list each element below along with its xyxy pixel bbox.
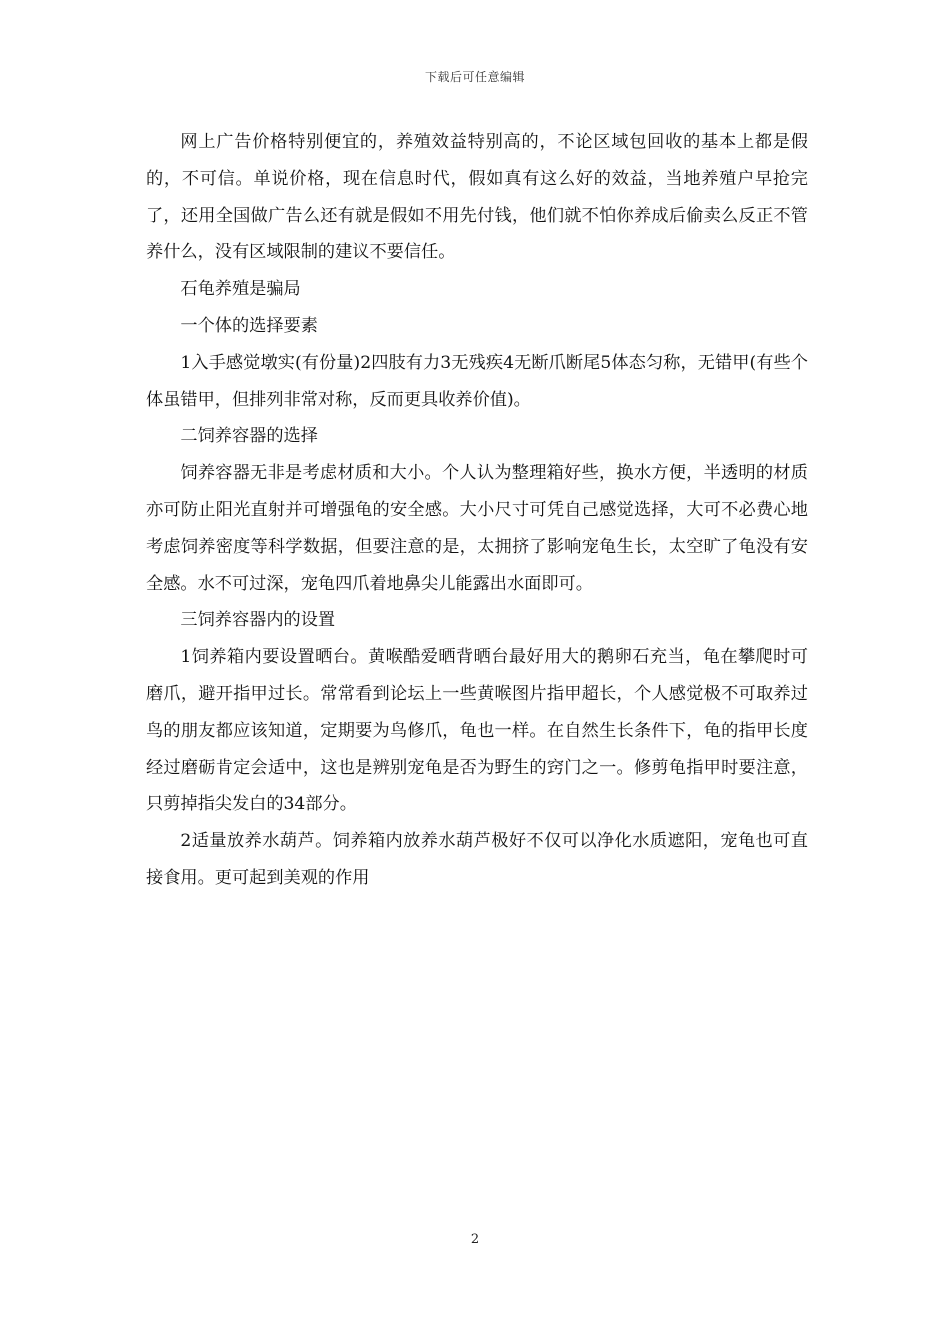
page-header: 下载后可任意编辑 <box>424 70 525 84</box>
section-heading-selection: 一个体的选择要素 <box>180 315 318 336</box>
document-body <box>146 124 808 897</box>
paragraph-heading-scam: 石龟养殖是骗局 <box>180 279 301 300</box>
paragraph-basking-platform: 1饲养箱内要设置晒台。黄喉酷爱晒背晒台最好用大的鹅卵石充当，龟在攀爬时可磨爪，避开指甲过长。常常看到论坛上一些黄喉图片指甲超长，个人感觉极不可取养过鸟的朋友都应该知道，定期要为鸟修爪，龟也一样。在自然生长条件下，龟的指甲长度经过磨砺肯定会适中，这也是辨别宠龟是否为野生的窍门之一。修剪龟指甲时要注意，只剪掉指尖发白的34部分。 <box>146 647 808 815</box>
section-heading-container: 二饲养容器的选择 <box>180 426 318 447</box>
section-heading-setup: 三饲养容器内的设置 <box>180 610 336 631</box>
paragraph-selection-criteria: 1入手感觉墩实(有份量)2四肢有力3无残疾4无断爪断尾5体态匀称，无错甲(有些个体虽错甲，但排列非常对称，反而更具收养价值)。 <box>146 352 808 410</box>
paragraph-ad-warning: 网上广告价格特别便宜的，养殖效益特别高的，不论区域包回收的基本上都是假的，不可信。单说价格，现在信息时代，假如真有这么好的效益，当地养殖户早抢完了，还用全国做广告么还有就是假如不用先付钱，他们就不怕你养成后偷卖么反正不管养什么，没有区域限制的建议不要信任。 <box>146 132 808 263</box>
page-number: 2 <box>470 1232 480 1247</box>
paragraph-container-choice: 饲养容器无非是考虑材质和大小。个人认为整理箱好些，换水方便，半透明的材质亦可防止阳光直射并可增强龟的安全感。大小尺寸可凭自己感觉选择，大可不必费心地考虑饲养密度等科学数据，但要注意的是，太拥挤了影响宠龟生长，太空旷了龟没有安全感。水不可过深，宠龟四爪着地鼻尖儿能露出水面即可。 <box>146 463 808 594</box>
paragraph-water-hyacinth: 2适量放养水葫芦。饲养箱内放养水葫芦极好不仅可以净化水质遮阳，宠龟也可直接食用。更可起到美观的作用 <box>146 831 808 888</box>
